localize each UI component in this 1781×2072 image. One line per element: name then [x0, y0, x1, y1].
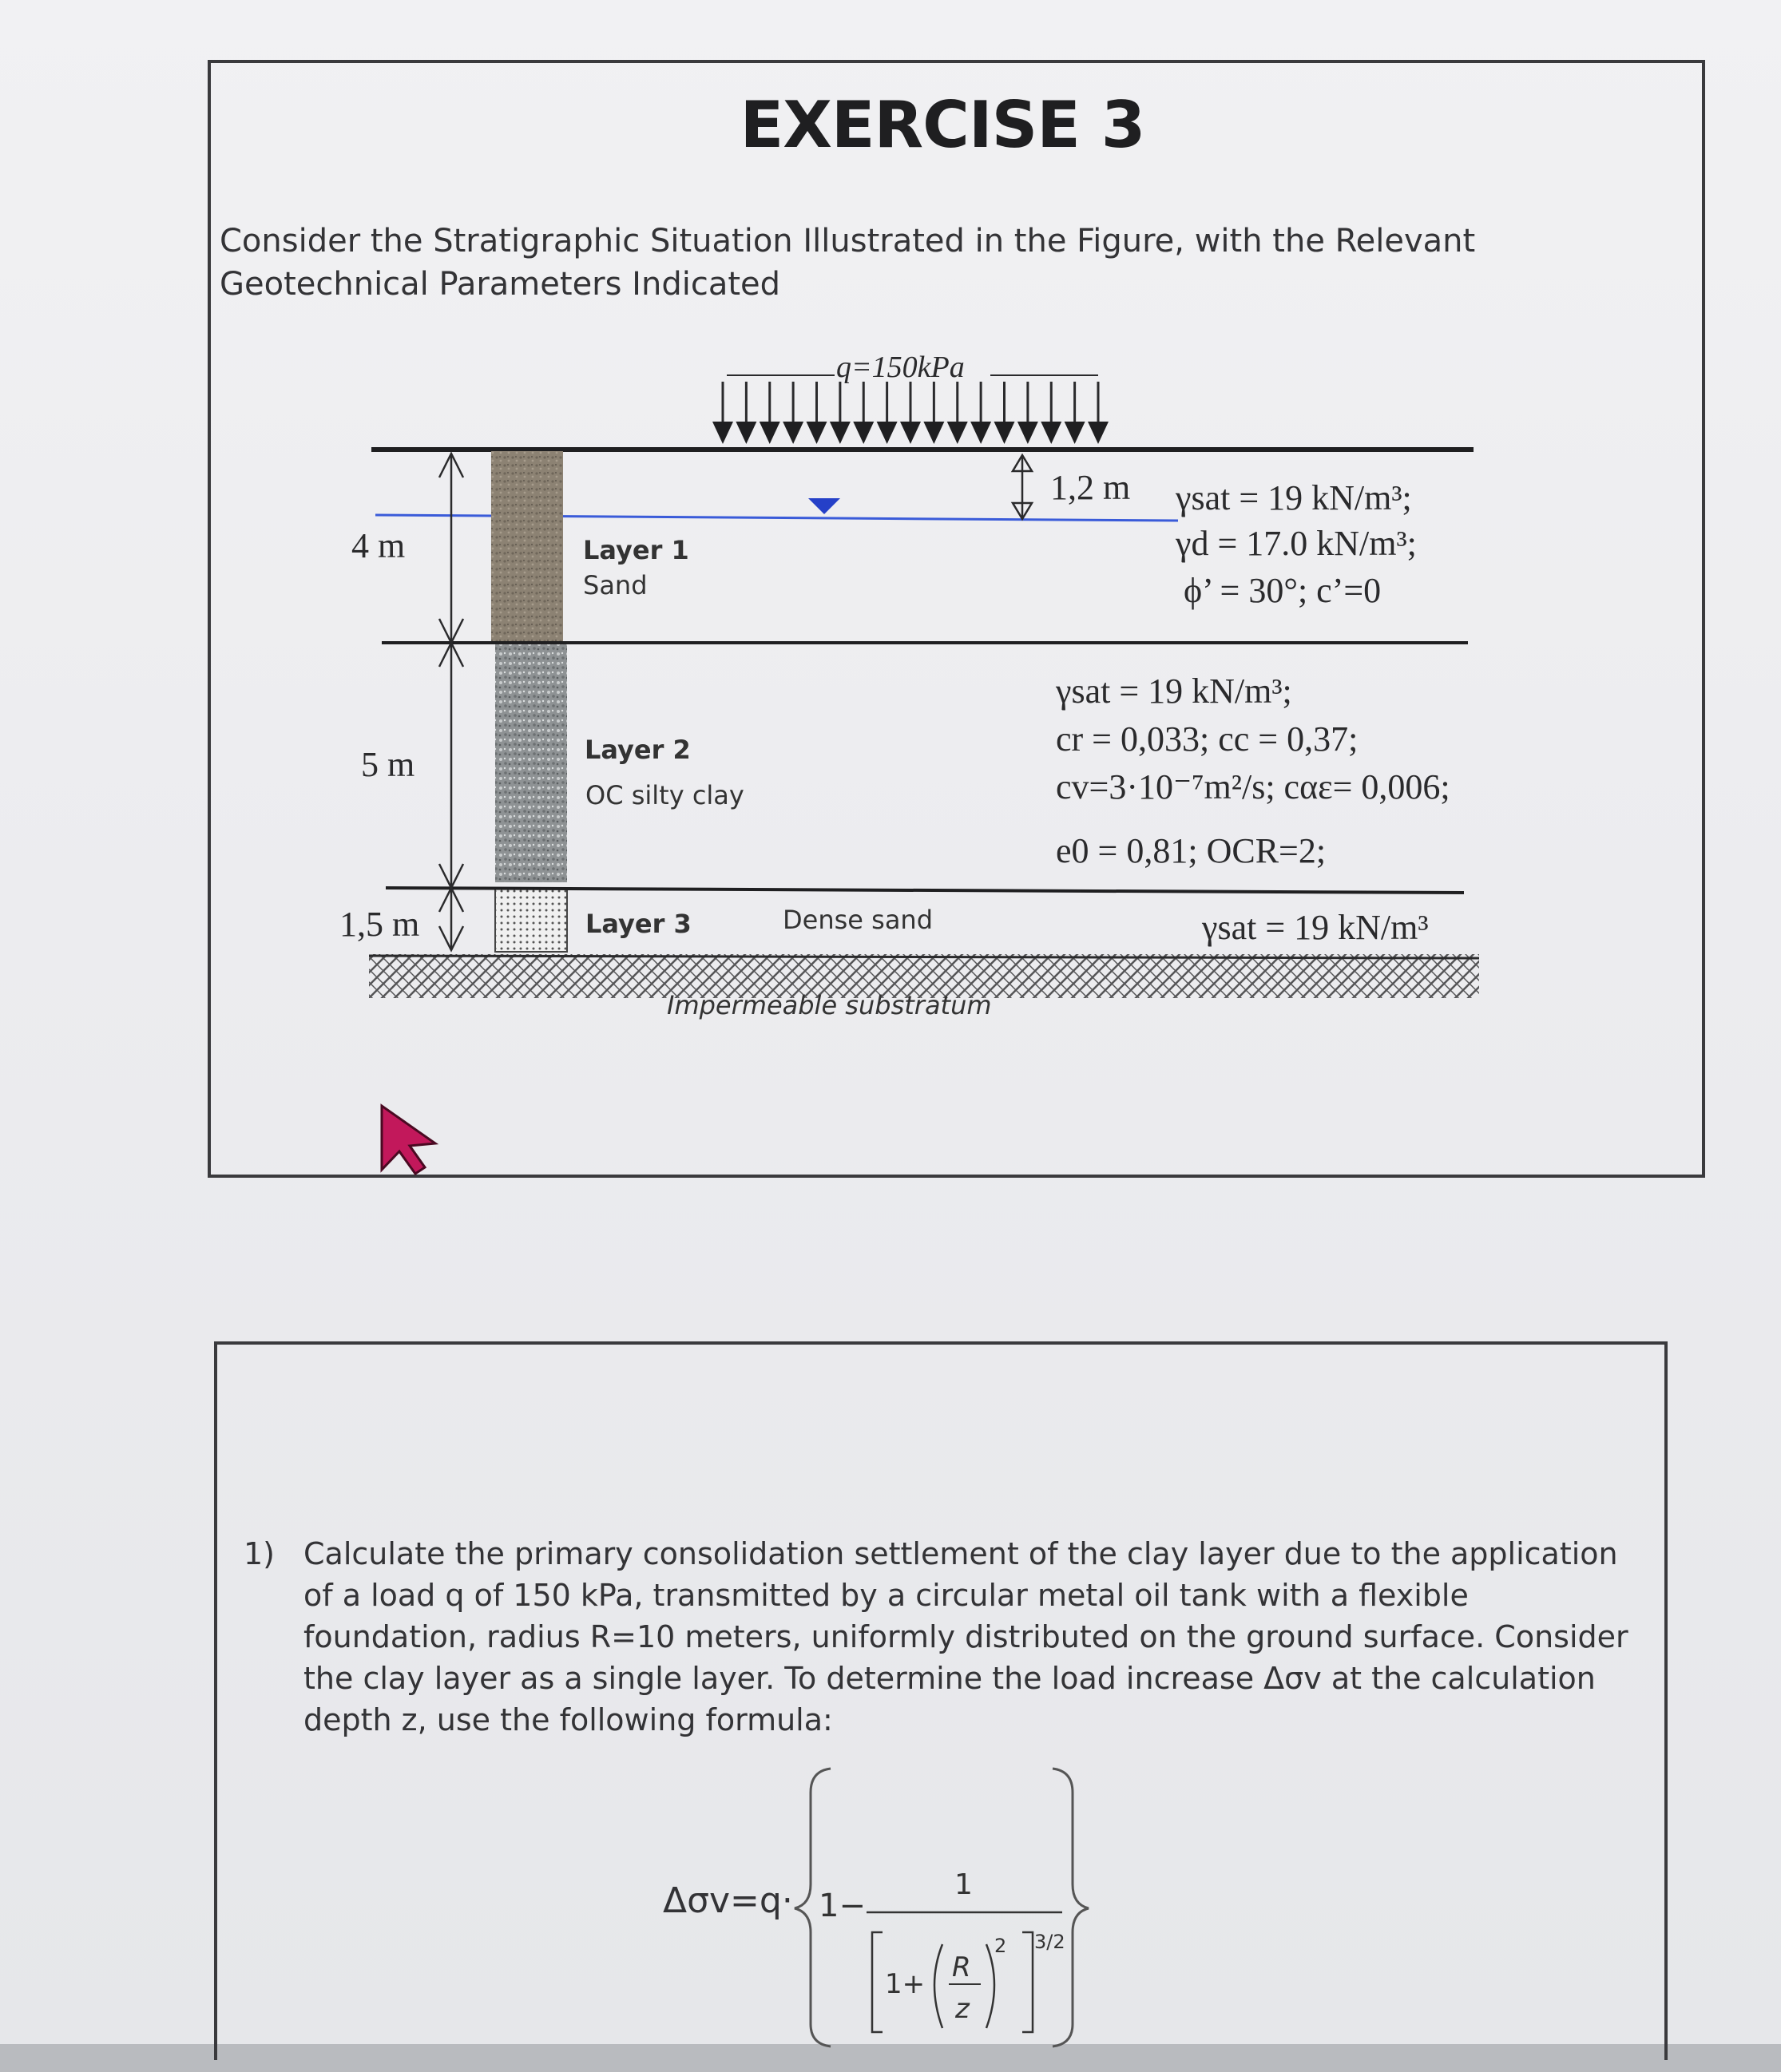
layer1-param-gamma-d: γd = 17.0 kN/m³; [1176, 524, 1417, 563]
substratum-label: Impermeable substratum [667, 990, 992, 1020]
layer1-material: Sand [583, 570, 648, 600]
load-arrow-head [807, 422, 827, 444]
load-label: q=150kPa [836, 351, 965, 384]
load-increase-formula [795, 1769, 1089, 2046]
layer2-soil-column [495, 643, 567, 882]
formula-numerator: 1 [954, 1868, 973, 1901]
distributed-load-arrows [712, 382, 1109, 444]
question-text: Calculate the primary consolidation settlement of the clay layer due to the application of a load q of 150 kPa, transmitted by a circular metal oil tank with a flexible foundation, radius R=10 meters, uniformly distributed on the ground surface. Consider the clay layer as a single layer. To determine the load increase Δσv at the calculation depth z, use the following formula: [303, 1536, 1628, 1737]
formula-denominator-one-plus: 1+ [885, 1968, 926, 2000]
layer3-soil-column [495, 888, 567, 952]
load-arrow-head [712, 422, 733, 444]
load-arrow-head [1041, 422, 1061, 444]
layer2-param-gamma-sat: γsat = 19 kN/m³; [1056, 672, 1292, 711]
layer2-param-cv: cv=3·10⁻⁷m²/s; cαε= 0,006; [1056, 767, 1450, 806]
formula-right-paren [986, 1944, 994, 2028]
load-arrow-head [760, 422, 780, 444]
load-arrow-head [1065, 422, 1085, 444]
formula-z: z [955, 1993, 970, 2025]
layer2-thickness: 5 m [361, 745, 415, 784]
layer3-name: Layer 3 [585, 909, 692, 939]
question-1 [244, 1533, 1649, 1741]
mouse-cursor-icon [382, 1106, 435, 1174]
layer2-param-cr-cc: cr = 0,033; cc = 0,37; [1056, 719, 1359, 759]
formula-R: R [952, 1951, 971, 1983]
formula-left-bracket [872, 1932, 883, 2032]
formula-one-minus: 1− [819, 1888, 866, 1924]
layer1-soil-column [491, 451, 563, 641]
load-arrow-head [970, 422, 991, 444]
formula-right-brace [1053, 1769, 1089, 2046]
layer3-param-gamma-sat: γsat = 19 kN/m³ [1202, 908, 1429, 947]
layer3-thickness: 1,5 m [339, 905, 420, 944]
load-arrow-head [830, 422, 851, 444]
load-arrow-head [900, 422, 921, 444]
layer2-param-e0-ocr: e0 = 0,81; OCR=2; [1056, 831, 1327, 870]
load-arrow-head [783, 422, 803, 444]
formula-right-bracket [1022, 1932, 1033, 2032]
water-depth-label: 1,2 m [1050, 468, 1131, 507]
load-arrow-head [736, 422, 756, 444]
load-arrow-head [1088, 422, 1109, 444]
load-arrow-head [853, 422, 874, 444]
load-arrow-head [1017, 422, 1038, 444]
load-arrow-head [947, 422, 968, 444]
question-number: 1) [244, 1536, 276, 1571]
layer1-thickness: 4 m [351, 526, 406, 565]
layer3-material: Dense sand [783, 905, 934, 935]
layer2-name: Layer 2 [585, 735, 691, 765]
layer1-name: Layer 1 [583, 535, 689, 565]
load-arrow-head [923, 422, 944, 444]
formula-outer-power: 3/2 [1034, 1931, 1065, 1953]
formula-lhs: Δσv=q· [663, 1880, 793, 1921]
layer1-param-gamma-sat: γsat = 19 kN/m³; [1176, 478, 1412, 517]
intro-text: Consider the Stratigraphic Situation Illustrated in the Figure, with the Relevant Geotechnical Parameters Indicated [220, 223, 1476, 303]
formula-left-paren [934, 1944, 942, 2028]
page-title: EXERCISE 3 [740, 88, 1145, 162]
load-arrow-head [877, 422, 898, 444]
formula-inner-power: 2 [994, 1935, 1007, 1957]
load-arrow-head [994, 422, 1015, 444]
layer1-param-friction: ϕ’ = 30°; c’=0 [1184, 571, 1382, 610]
water-table-icon [808, 498, 840, 514]
layer2-material: OC silty clay [585, 780, 744, 810]
